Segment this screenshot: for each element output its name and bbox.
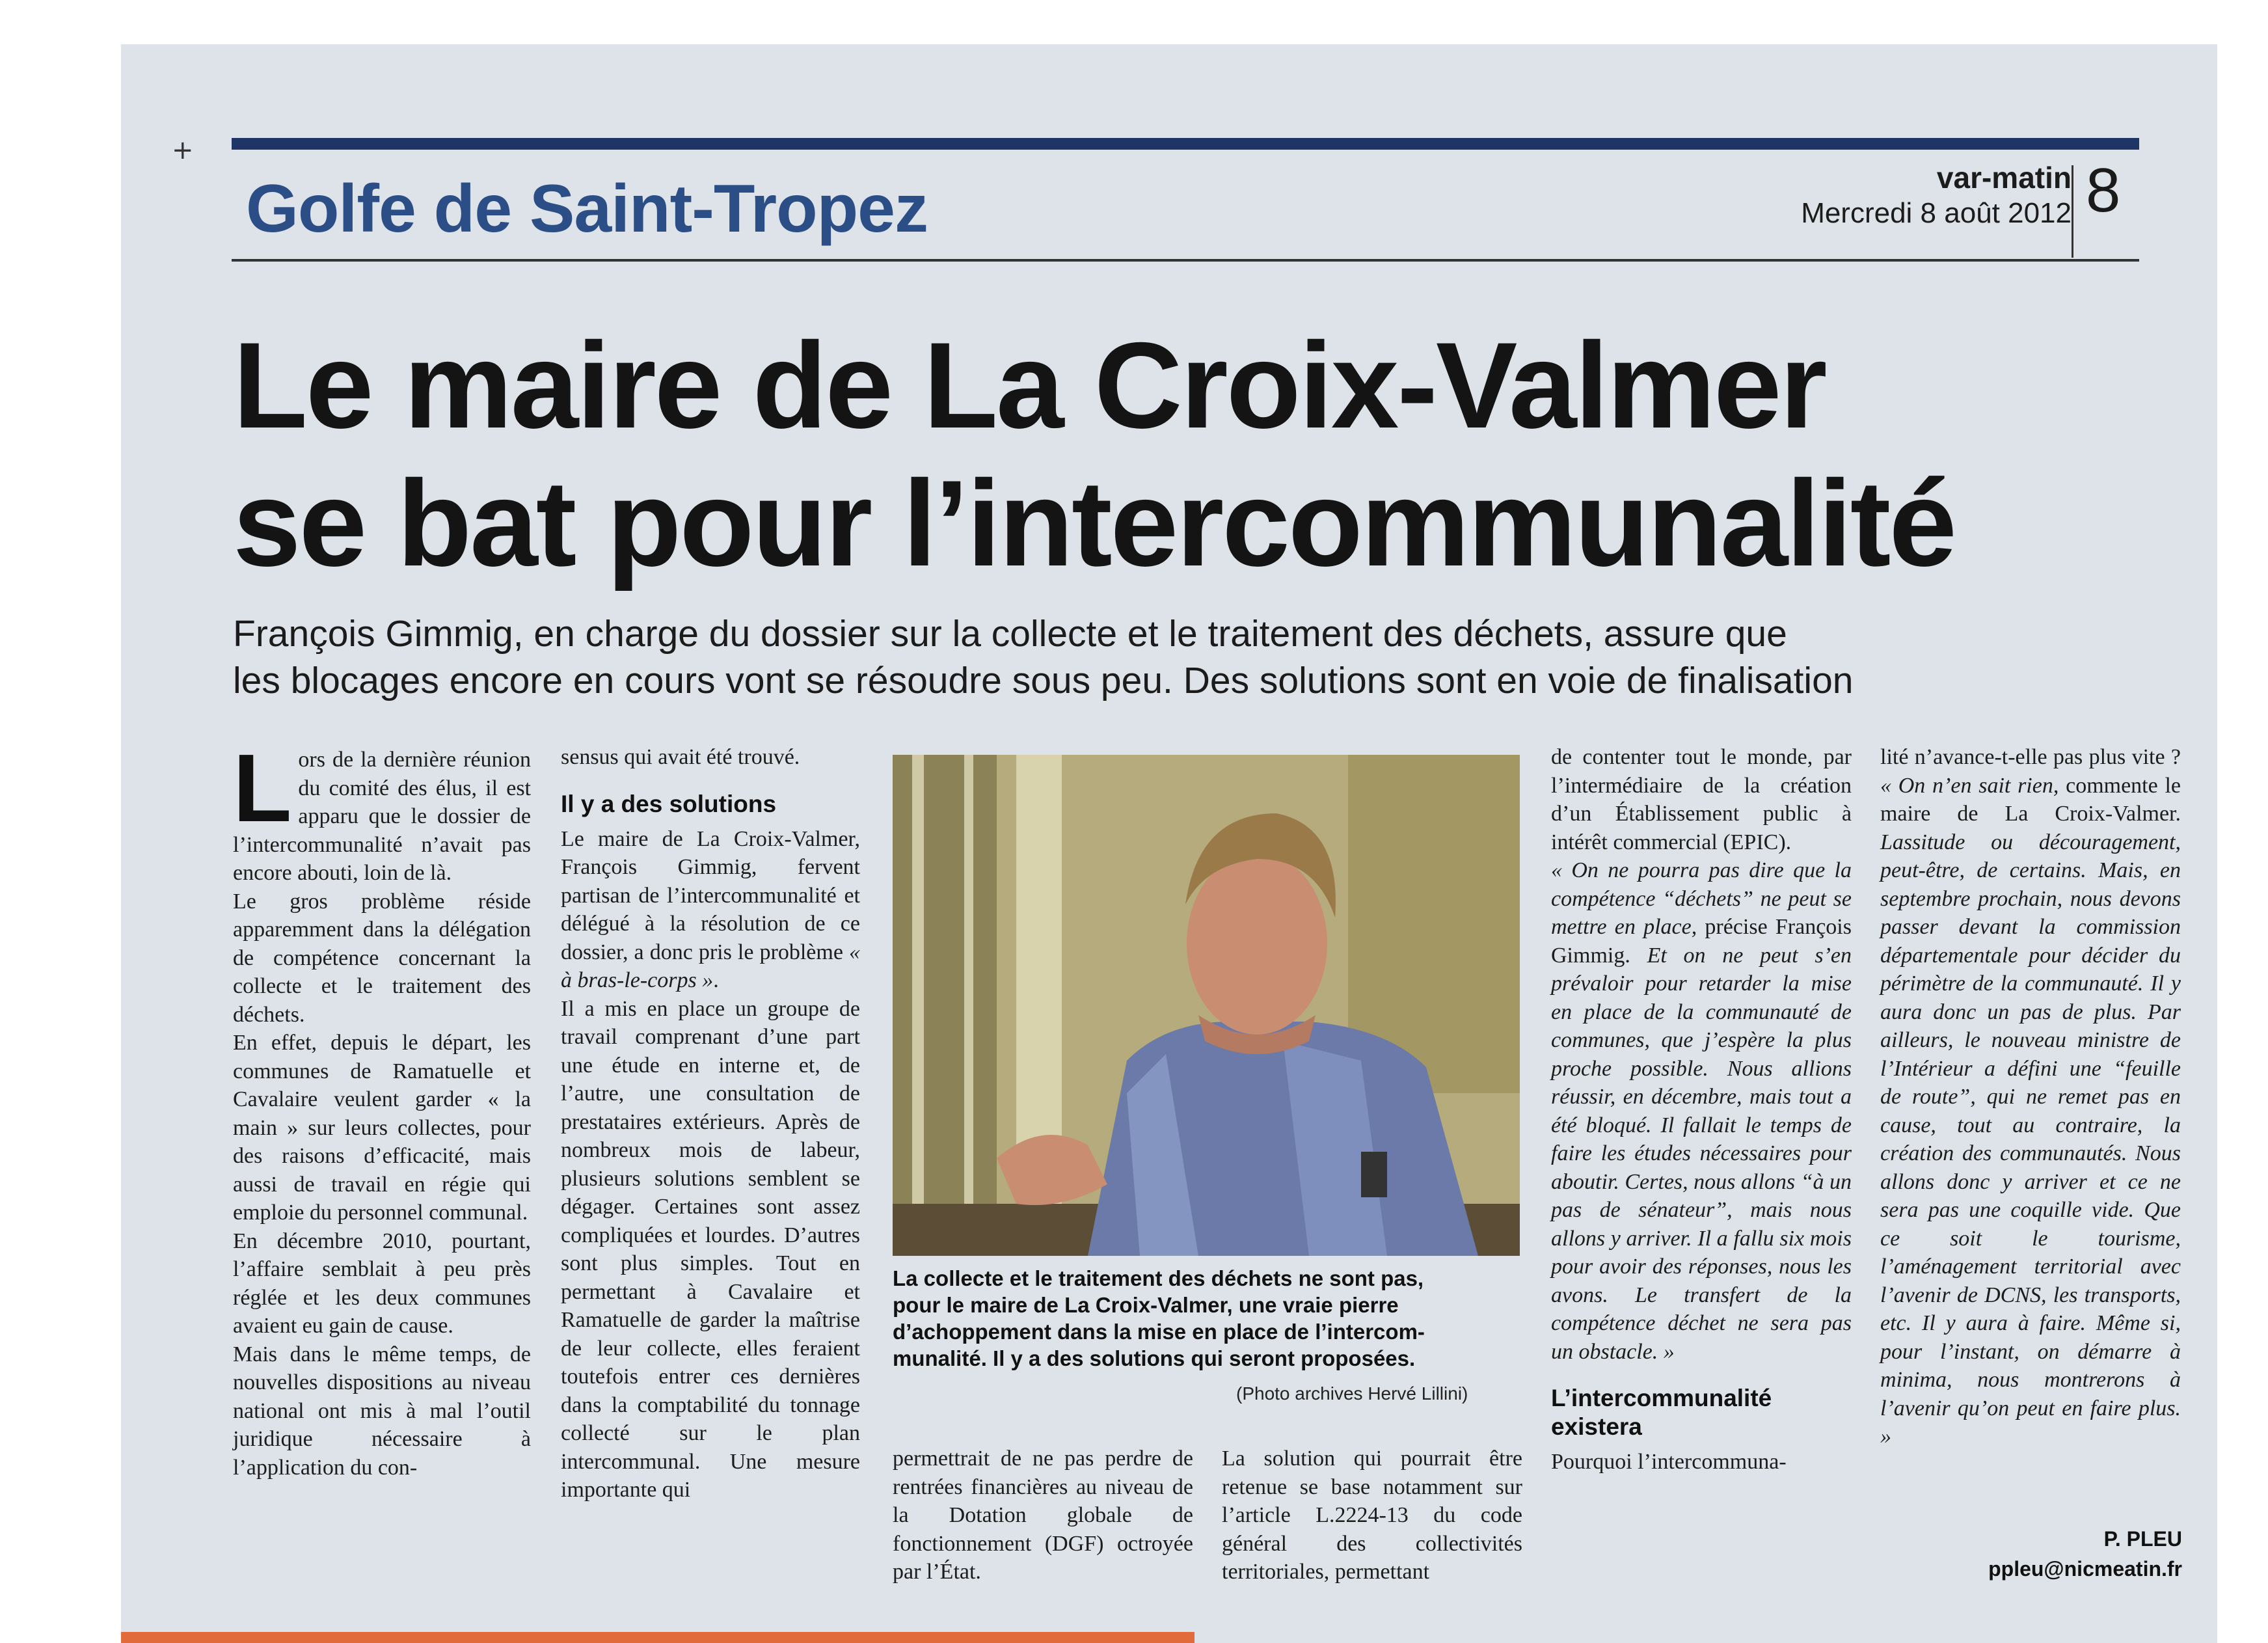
paragraph: Le gros problème réside apparemment dans la délégation de compétence concernant la collecte et le traitement des déchets.: [233, 889, 531, 1027]
paragraph: « On ne pourra pas dire que la compétence “déchets” ne peut se mettre en place, précise François Gimmig. Et on ne peut s’en prévaloir pour retarder la mise en place de la communauté de communes, que j’espère la plus proche possible. Nous allions réussir, en décembre, mais tout a été bloqué. Il fallait le temps de faire les études nécessaires pour aboutir. Certes, nous allons “à un pas de sénateur”, mais nous allons y arriver. Il a fallu six mois pour avoir des réponses, nous les avons. Le transfert de la compétence déchet ne sera pas un obstacle. »: [1551, 858, 1852, 1364]
headline-line-2: se bat pour l’intercommunalité: [233, 455, 1955, 591]
paragraph: Mais dans le même temps, de nouvelles dispositions au niveau national ont mis à mal l’outil juridique nécessaire à l’application du con-: [233, 1342, 531, 1480]
paragraph: La solution qui pourrait être retenue se base notamment sur l’article L.2224-13 du code général des collectivités territoriales, permettant: [1222, 1446, 1522, 1584]
header-bottom-rule: [232, 259, 2139, 262]
article-column-5: [1551, 743, 1852, 1476]
article-column-4: [1222, 1445, 1522, 1586]
paragraph: sensus qui avait été trouvé.: [561, 745, 800, 769]
byline: [1988, 1524, 2182, 1584]
paper-name: var-matin: [1936, 161, 2072, 195]
article-column-1: [233, 735, 531, 1482]
paragraph: Le maire de La Croix-Valmer, François Gimmig, fervent partisan de l’intercommunalité et délégué à la résolution de ce dossier, a donc pris le problème « à bras-le-corps ».: [561, 826, 860, 992]
paragraph: lité n’avance-t-elle pas plus vite ? « On n’en sait rien, commente le maire de La Croix-Valmer. Lassitude ou découragement, peut-être, de certains. Mais, en septembre prochain, nous devons passer devant la commission départementale pour décider du périmètre de la communauté. Il y aura donc un pas de plus. Par ailleurs, le nouveau ministre de l’Intérieur a défini une “feuille de route”, qui ne remet pas en cause, tout au contraire, la création des communautés. Nous allons donc y arriver et ce ne sera pas une coquille vide. Que ce soit le tourisme, l’aménagement territorial avec l’avenir de DCNS, les transports, etc. Il y aura à faire. Même si, pour l’instant, on démarre à minima, nous montrerons à l’avenir qu’on peut en faire plus. »: [1880, 745, 2181, 1448]
article-column-3: [893, 1445, 1193, 1586]
paragraph: En effet, depuis le départ, les communes de Ramatuelle et Cavalaire veulent garder « la main » sur leurs collectes, pour des raisons d’efficacité, mais aussi de travail en régie qui emploie du personnel communal.: [233, 1031, 531, 1225]
standfirst: [233, 610, 2146, 704]
headline: [233, 316, 2139, 592]
subheading: L’intercommunalité existera: [1551, 1385, 1772, 1440]
headline-line-1: Le maire de La Croix-Valmer: [233, 317, 1826, 454]
article-column-6: [1880, 743, 2181, 1451]
drop-cap: L: [233, 735, 292, 842]
photo-caption: [893, 1265, 1522, 1372]
author-name: P. PLEU: [2103, 1527, 2182, 1551]
caption-line: d’achoppement dans la mise en place de l’intercom-: [893, 1320, 1425, 1344]
caption-line: pour le maire de La Croix-Valmer, une vraie pierre: [893, 1293, 1399, 1317]
article-photo: [893, 755, 1520, 1256]
article-column-2: [561, 743, 860, 1504]
paragraph: permettrait de ne pas perdre de rentrées financières au niveau de la Dotation globale de fonctionnement (DGF) octroyée par l’État.: [893, 1446, 1193, 1584]
registration-mark-icon: +: [172, 135, 194, 165]
paragraph: de contenter tout le monde, par l’intermédiaire de la création d’un Établissement public à intérêt commercial (EPIC).: [1551, 745, 1852, 854]
standfirst-line-1: François Gimmig, en charge du dossier sur la collecte et le traitement des déchets, assure que: [233, 613, 1787, 655]
caption-line: munalité. Il y a des solutions qui seront proposées.: [893, 1346, 1416, 1370]
paragraph: Pourquoi l’intercommuna-: [1551, 1450, 1787, 1474]
caption-line: La collecte et le traitement des déchets ne sont pas,: [893, 1266, 1424, 1290]
page-number: 8: [2086, 156, 2121, 225]
paragraph: Il a mis en place un groupe de travail comprenant d’une part une étude en interne et, de l’autre, une consultation de prestataires extérieurs. Après de nombreux mois de labeur, plusieurs solutions semblent se dégager. Certaines sont assez compliquées et lourdes. D’autres sont plus simples. Tout en permettant à Cavalaire et Ramatuelle de garder la maîtrise de leur collecte, elles feraient toutefois entrer ces dernières dans la comptabilité du tonnage collecté sur le plan intercommunal. Une mesure importante qui: [561, 996, 860, 1502]
paragraph: En décembre 2010, pourtant, l’affaire semblait à peu près réglée et les deux communes avaient eu gain de cause.: [233, 1229, 531, 1338]
paragraph: ors de la dernière réunion du comité des élus, il est apparu que le dossier de l’intercommunalité n’avait pas encore abouti, loin de là.: [233, 748, 531, 885]
masthead: [1801, 160, 2072, 232]
photo-credit: (Photo archives Hervé Lillini): [1236, 1383, 1468, 1404]
subheading: Il y a des solutions: [561, 790, 777, 817]
bottom-color-strip: [121, 1632, 1195, 1643]
author-email: ppleu@nicmeatin.fr: [1988, 1557, 2182, 1581]
issue-date: Mercredi 8 août 2012: [1801, 197, 2072, 229]
header-rule: [232, 138, 2139, 150]
standfirst-line-2: les blocages encore en cours vont se résoudre sous peu. Des solutions sont en voie de finalisation: [233, 660, 1854, 701]
photo-illustration: [893, 755, 1520, 1256]
header-divider: [2072, 165, 2073, 258]
section-title: Golfe de Saint-Tropez: [246, 171, 928, 247]
